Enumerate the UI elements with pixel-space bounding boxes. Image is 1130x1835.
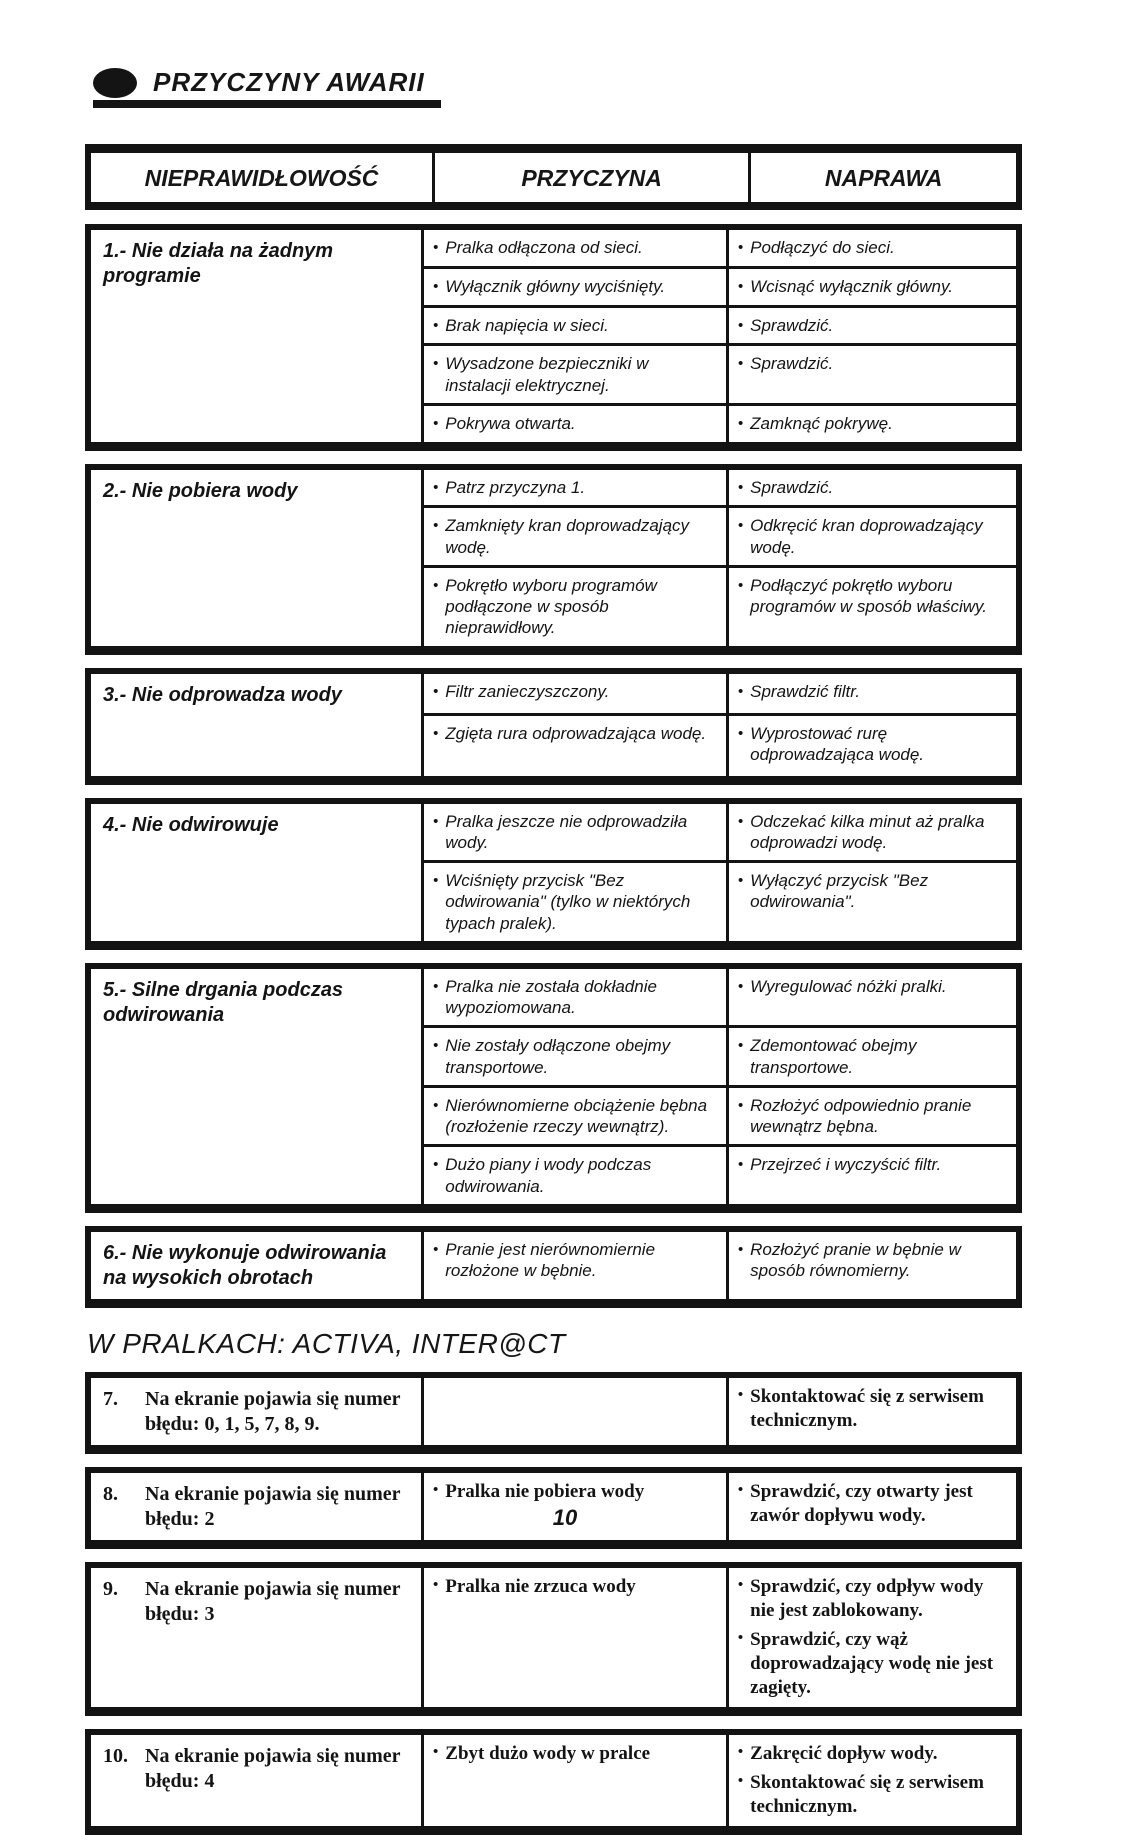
bullet-icon: • — [737, 277, 744, 295]
repair-item — [738, 870, 1008, 913]
cause-item-text: Pokrętło wyboru programów podłączone w sposób nieprawidłowy. — [445, 575, 657, 638]
cause-item-text: Wysadzone bezpieczniki w instalacji elektrycznej. — [445, 354, 649, 395]
sub-row — [424, 230, 1016, 266]
cause-item-text: Dużo piany i wody podczas odwirowania. — [445, 1155, 652, 1196]
subrows — [424, 1568, 1016, 1707]
cause-item-text: Pralka nie pobiera wody — [445, 1480, 645, 1502]
cause-item — [433, 237, 718, 259]
subrows — [424, 470, 1016, 646]
bullet-icon: • — [433, 517, 439, 535]
bullet-icon: • — [433, 872, 439, 889]
cause-cell — [424, 1735, 729, 1826]
cause-cell — [424, 470, 729, 506]
cause-cell — [424, 568, 729, 646]
bullet-icon: • — [737, 1630, 744, 1647]
sub-row — [424, 505, 1016, 565]
subrows — [424, 230, 1016, 442]
cause-item — [433, 681, 718, 703]
repair-item — [738, 1035, 1008, 1078]
cause-item-text: Nie zostały odłączone obejmy transportowe. — [445, 1036, 671, 1077]
malfunction-cell: 1.- Nie działa na żadnym programie — [91, 230, 424, 442]
bullet-icon: • — [737, 355, 744, 373]
cause-item-text: Zbyt dużo wody w pralce — [445, 1742, 651, 1764]
cause-item — [433, 575, 718, 639]
bullet-icon: • — [737, 1240, 744, 1258]
repair-item-text: Zamknąć pokrywę. — [750, 413, 893, 433]
cause-item — [433, 353, 718, 396]
cause-item — [433, 976, 718, 1019]
page-number: 10 — [552, 1505, 578, 1530]
bullet-icon: • — [737, 724, 744, 742]
repair-item-text: Zdemontować obejmy transportowe. — [750, 1036, 917, 1077]
repair-item — [738, 237, 1008, 259]
repair-item — [738, 413, 1008, 435]
repair-item — [738, 477, 1008, 499]
sub-row — [424, 1025, 1016, 1085]
cause-item-text: Nierównomierne obciążenie bębna (rozłożenie rzeczy wewnątrz). — [445, 1095, 708, 1136]
table-row — [85, 1226, 1022, 1308]
cause-cell — [424, 863, 729, 941]
bullet-icon: • — [737, 872, 744, 889]
malfunction-cell: 4.- Nie odwirowuje — [91, 804, 424, 941]
sub-row — [424, 969, 1016, 1026]
malfunction-text: Na ekranie pojawia się numer błędu: 4 — [145, 1744, 401, 1792]
table-row — [85, 1562, 1022, 1716]
repair-cell — [729, 804, 1016, 861]
cause-cell — [424, 1028, 729, 1085]
cause-item — [433, 1575, 718, 1599]
repair-item-text: Sprawdzić, czy otwarty jest zawór dopływu wody. — [750, 1480, 973, 1526]
cause-item — [433, 723, 718, 745]
repair-cell — [729, 1088, 1016, 1145]
table-row — [85, 464, 1022, 655]
repair-cell — [729, 308, 1016, 344]
repair-cell — [729, 1232, 1016, 1299]
cause-cell — [424, 1147, 729, 1204]
bullet-icon: • — [433, 1481, 439, 1498]
cause-item — [433, 1480, 718, 1504]
bullet-icon: • — [737, 1037, 744, 1055]
repair-cell — [729, 674, 1016, 713]
page-title — [93, 66, 425, 108]
repair-cell — [729, 863, 1016, 941]
sub-row — [424, 860, 1016, 941]
sub-row — [424, 1568, 1016, 1707]
sub-row — [424, 674, 1016, 713]
column-header-cause: PRZYCZYNA — [432, 153, 748, 202]
bullet-icon: • — [433, 724, 439, 742]
table-row — [85, 798, 1022, 950]
malfunction-cell: 6.- Nie wykonuje odwirowania na wysokich obrotach — [91, 1232, 424, 1299]
cause-cell — [424, 230, 729, 266]
repair-item-text: Rozłożyć pranie w bębnie w sposób równomierny. — [750, 1239, 961, 1280]
cause-cell — [424, 1232, 729, 1299]
repair-cell — [729, 406, 1016, 442]
cause-item-text: Wyłącznik główny wyciśnięty. — [445, 276, 666, 296]
bullet-icon: • — [433, 576, 439, 594]
repair-item-text: Wyprostować rurę odprowadzająca wodę. — [750, 723, 925, 764]
table-row — [85, 224, 1022, 451]
cause-item-text: Pralka nie została dokładnie wypoziomowana. — [445, 976, 657, 1017]
subrows — [424, 674, 1016, 776]
cause-cell — [424, 1568, 729, 1707]
bullet-icon: • — [737, 977, 744, 995]
row-number: 9. — [103, 1577, 118, 1600]
sub-row — [424, 1232, 1016, 1299]
cause-item-text: Zamknięty kran doprowadzający wodę. — [445, 516, 690, 557]
column-header-repair: NAPRAWA — [748, 153, 1016, 202]
table-row — [85, 668, 1022, 785]
bullet-icon: • — [433, 1096, 439, 1114]
section-heading: W PRALKACH: ACTIVA, INTER@CT — [87, 1327, 566, 1359]
repair-item — [738, 1628, 1008, 1699]
repair-cell — [729, 716, 1016, 776]
bullet-icon: • — [433, 478, 439, 496]
bullet-icon: • — [433, 977, 439, 995]
sub-row — [424, 470, 1016, 506]
cause-item — [433, 413, 718, 435]
subrows — [424, 1232, 1016, 1299]
cause-item — [433, 811, 718, 854]
table-row — [85, 1372, 1022, 1454]
activa-troubleshooting-rows — [85, 1372, 1022, 1835]
repair-item — [738, 1239, 1008, 1282]
repair-item — [738, 1154, 1008, 1176]
cause-item-text: Pranie jest nierównomiernie rozłożone w bębnie. — [445, 1239, 656, 1280]
repair-item-text: Sprawdzić. — [750, 477, 834, 497]
cause-cell — [424, 1088, 729, 1145]
cause-item — [433, 1239, 718, 1282]
repair-item-text: Odczekać kilka minut aż pralka odprowadzi wodę. — [750, 811, 985, 852]
malfunction-text: Na ekranie pojawia się numer błędu: 0, 1, 5, 7, 8, 9. — [145, 1387, 401, 1435]
cause-item-text: Wciśnięty przycisk "Bez odwirowania" (tylko w niektórych typach pralek). — [445, 871, 691, 933]
repair-item — [738, 1095, 1008, 1138]
table-header-row — [85, 144, 1022, 210]
repair-item-text: Sprawdzić. — [750, 315, 834, 335]
repair-cell — [729, 1735, 1016, 1826]
cause-item — [433, 515, 718, 558]
cause-item — [433, 1095, 718, 1138]
repair-item-text: Skontaktować się z serwisem technicznym. — [750, 1385, 984, 1431]
repair-item-text: Sprawdzić filtr. — [750, 681, 861, 701]
table-row — [85, 963, 1022, 1213]
bullet-icon: • — [433, 1576, 439, 1593]
repair-item — [738, 681, 1008, 703]
bullet-icon: • — [433, 239, 439, 256]
subrows — [424, 1735, 1016, 1826]
repair-item — [738, 1771, 1008, 1819]
sub-row — [424, 343, 1016, 403]
bullet-icon: • — [737, 1096, 744, 1114]
bullet-icon: • — [433, 316, 439, 334]
cause-cell — [424, 308, 729, 344]
malfunction-cell — [91, 1735, 424, 1826]
repair-item-text: Odkręcić kran doprowadzający wodę. — [750, 516, 983, 557]
sub-row — [424, 266, 1016, 305]
cause-cell — [424, 508, 729, 565]
column-header-malfunction: NIEPRAWIDŁOWOŚĆ — [144, 165, 379, 191]
cause-cell — [424, 269, 729, 305]
repair-item — [738, 515, 1008, 558]
sub-row — [424, 1378, 1016, 1445]
cause-item — [433, 276, 718, 298]
subrows — [424, 1378, 1016, 1445]
page-title-text: PRZYCZYNY AWARII — [153, 66, 425, 97]
bullet-icon: • — [433, 414, 439, 432]
manual-page — [85, 0, 1022, 1835]
repair-item — [738, 1575, 1008, 1623]
repair-cell — [729, 969, 1016, 1026]
cause-item — [433, 1742, 718, 1766]
bullet-icon: • — [737, 812, 744, 830]
repair-cell — [729, 346, 1016, 403]
cause-item — [433, 1154, 718, 1197]
repair-cell — [729, 1028, 1016, 1085]
repair-item — [738, 315, 1008, 337]
bullet-icon: • — [433, 355, 439, 373]
cause-item — [433, 870, 718, 934]
bullet-icon: • — [737, 1386, 744, 1403]
malfunction-cell: 3.- Nie odprowadza wody — [91, 674, 424, 776]
subrows — [424, 804, 1016, 941]
cause-cell — [424, 674, 729, 713]
cause-cell — [424, 969, 729, 1026]
bullet-icon: • — [737, 414, 744, 432]
sub-row — [424, 1735, 1016, 1826]
bullet-icon: • — [737, 239, 744, 256]
repair-cell — [729, 269, 1016, 305]
sub-row — [424, 804, 1016, 861]
bullet-icon: • — [737, 478, 744, 496]
sub-row — [424, 1085, 1016, 1145]
repair-item — [738, 1385, 1008, 1433]
cause-item-text: Patrz przyczyna 1. — [445, 477, 586, 497]
repair-cell — [729, 508, 1016, 565]
repair-item-text: Zakręcić dopływ wody. — [750, 1742, 938, 1764]
subrows — [424, 969, 1016, 1204]
repair-cell — [729, 470, 1016, 506]
bullet-icon: • — [737, 1481, 744, 1498]
repair-cell — [729, 1147, 1016, 1204]
repair-item-text: Podłączyć do sieci. — [750, 238, 895, 257]
cause-item-text: Pokrywa otwarta. — [445, 413, 576, 433]
bullet-icon: • — [433, 1037, 439, 1055]
malfunction-cell: 5.- Silne drgania podczas odwirowania — [91, 969, 424, 1204]
cause-item — [433, 477, 718, 499]
cause-item-text: Brak napięcia w sieci. — [445, 315, 609, 335]
row-number: 7. — [103, 1387, 118, 1410]
bullet-icon: • — [737, 1743, 744, 1760]
cause-item — [433, 1035, 718, 1078]
cause-item-text: Filtr zanieczyszczony. — [445, 681, 610, 701]
bullet-icon: • — [433, 682, 439, 700]
cause-item-text: Pralka odłączona od sieci. — [445, 238, 643, 257]
troubleshooting-rows — [85, 224, 1022, 1308]
cause-item-text: Pralka jeszcze nie odprowadziła wody. — [445, 811, 688, 852]
repair-cell — [729, 1378, 1016, 1445]
cause-cell — [424, 346, 729, 403]
repair-item — [738, 811, 1008, 854]
bullet-icon: • — [737, 576, 744, 594]
bullet-icon: • — [737, 682, 744, 700]
repair-item — [738, 276, 1008, 298]
bullet-icon: • — [737, 316, 744, 334]
repair-item — [738, 723, 1008, 766]
bullet-icon: • — [433, 1743, 439, 1760]
malfunction-cell — [91, 1378, 424, 1445]
repair-item — [738, 1742, 1008, 1766]
sub-row — [424, 403, 1016, 442]
malfunction-text: Na ekranie pojawia się numer błędu: 2 — [145, 1482, 401, 1530]
sub-row — [424, 565, 1016, 646]
cause-cell — [424, 804, 729, 861]
section-bullet-icon — [93, 68, 137, 98]
cause-item — [433, 315, 718, 337]
repair-item-text: Rozłożyć odpowiednio pranie wewnątrz bębna. — [750, 1095, 972, 1136]
bullet-icon: • — [737, 1576, 744, 1593]
cause-item-text: Pralka nie zrzuca wody — [445, 1575, 636, 1597]
repair-item — [738, 353, 1008, 375]
repair-cell — [729, 230, 1016, 266]
cause-cell — [424, 406, 729, 442]
bullet-icon: • — [433, 277, 439, 295]
cause-cell — [424, 1378, 729, 1445]
repair-item-text: Przejrzeć i wyczyścić filtr. — [750, 1155, 942, 1175]
bullet-icon: • — [433, 812, 439, 830]
sub-row — [424, 1144, 1016, 1204]
repair-cell — [729, 568, 1016, 646]
repair-item-text: Sprawdzić. — [750, 354, 834, 374]
bullet-icon: • — [737, 1773, 744, 1790]
repair-item — [738, 575, 1008, 618]
bullet-icon: • — [737, 1156, 744, 1174]
row-number: 10. — [103, 1744, 128, 1767]
repair-item-text: Skontaktować się z serwisem technicznym. — [750, 1772, 984, 1817]
repair-item — [738, 976, 1008, 998]
repair-cell — [729, 1568, 1016, 1707]
malfunction-text: Na ekranie pojawia się numer błędu: 3 — [145, 1577, 401, 1625]
bullet-icon: • — [433, 1240, 439, 1258]
bullet-icon: • — [433, 1156, 439, 1174]
malfunction-cell: 2.- Nie pobiera wody — [91, 470, 424, 646]
malfunction-cell — [91, 1568, 424, 1707]
row-number: 8. — [103, 1482, 118, 1505]
cause-item-text: Zgięta rura odprowadzająca wodę. — [445, 723, 707, 743]
sub-row — [424, 713, 1016, 776]
repair-item-text: Wcisnąć wyłącznik główny. — [750, 276, 953, 296]
cause-cell — [424, 716, 729, 776]
repair-item-text: Sprawdzić, czy wąż doprowadzający wodę nie jest zagięty. — [750, 1629, 994, 1698]
repair-item-text: Wyłączyć przycisk "Bez odwirowania". — [750, 871, 929, 912]
sub-row — [424, 305, 1016, 344]
repair-item-text: Sprawdzić, czy odpływ wody nie jest zablokowany. — [750, 1575, 984, 1621]
repair-item-text: Podłączyć pokrętło wyboru programów w sposób właściwy. — [750, 575, 987, 616]
table-row — [85, 1729, 1022, 1835]
repair-item-text: Wyregulować nóżki pralki. — [750, 976, 947, 996]
bullet-icon: • — [737, 517, 744, 535]
